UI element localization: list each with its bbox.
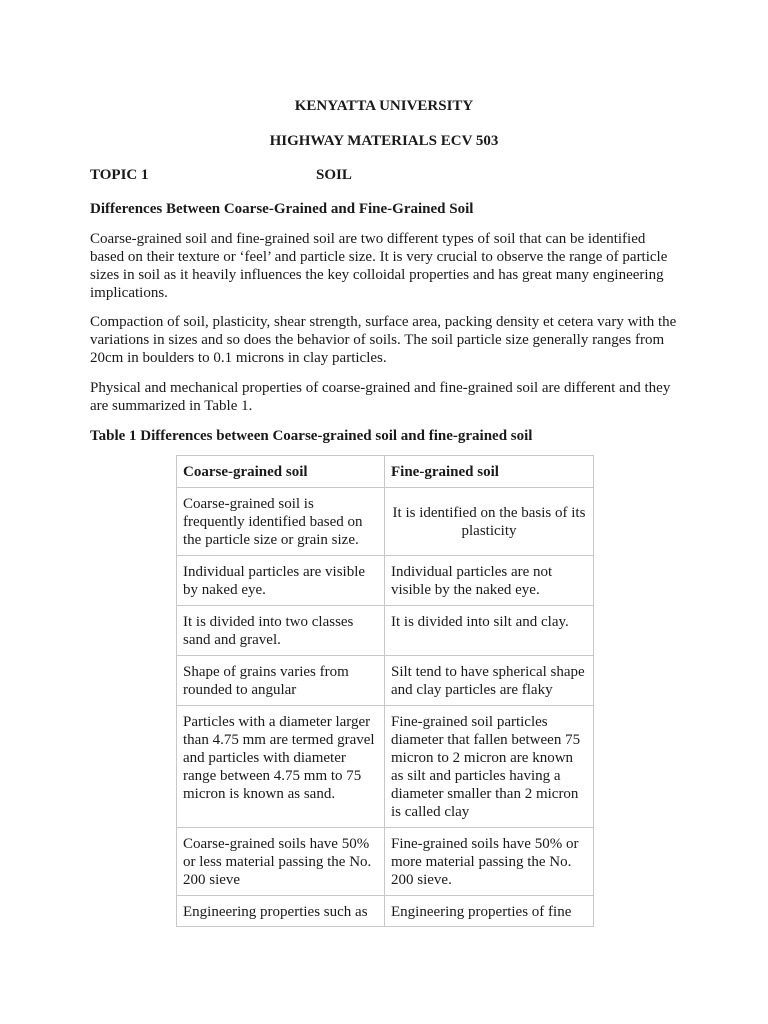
topic-number: TOPIC 1: [90, 167, 149, 183]
table-cell: Silt tend to have spherical shape and clay particles are flaky: [385, 656, 594, 706]
paragraph-2: Compaction of soil, plasticity, shear strength, surface area, packing density et cetera vary with the variations in sizes and so does the behavior of soils. The soil particle size generally ranges from 20cm in boulders to 0.1 microns in clay particles.: [90, 314, 677, 366]
table-cell: Fine-grained soil particles diameter that fallen between 75 micron to 2 micron are known as silt and particles having a diameter smaller than 2 micron is called clay: [385, 706, 594, 828]
table-caption: Table 1 Differences between Coarse-grained soil and fine-grained soil: [90, 428, 533, 444]
table-cell: Engineering properties such as: [177, 896, 385, 927]
table-row: [177, 896, 594, 927]
differences-table: [176, 455, 594, 927]
topic-name: SOIL: [316, 167, 352, 183]
table-header-row: [177, 456, 594, 488]
table-cell: Particles with a diameter larger than 4.75 mm are termed gravel and particles with diameter range between 4.75 mm to 75 micron is known as sand.: [177, 706, 385, 828]
table-row: [177, 606, 594, 656]
table-row: [177, 656, 594, 706]
table-cell: Engineering properties of fine: [385, 896, 594, 927]
table-cell: It is divided into silt and clay.: [385, 606, 594, 656]
table-cell: Coarse-grained soils have 50% or less material passing the No. 200 sieve: [177, 828, 385, 896]
paragraph-1: Coarse-grained soil and fine-grained soil are two different types of soil that can be identified based on their texture or ‘feel’ and particle size. It is very crucial to observe the range of particle sizes in soil as it heavily influences the key colloidal properties and has great many engineering implications.: [90, 231, 668, 301]
section-heading: Differences Between Coarse-Grained and Fine-Grained Soil: [90, 201, 474, 217]
university-title: KENYATTA UNIVERSITY: [294, 98, 474, 114]
table-cell: Individual particles are not visible by the naked eye.: [385, 556, 594, 606]
table-cell: It is divided into two classes sand and gravel.: [177, 606, 385, 656]
paragraph-3: Physical and mechanical properties of coarse-grained and fine-grained soil are different and they are summarized in Table 1.: [90, 380, 671, 414]
course-title: HIGHWAY MATERIALS ECV 503: [269, 133, 499, 149]
table-cell: It is identified on the basis of its plasticity: [385, 488, 594, 556]
table-cell: Fine-grained soils have 50% or more material passing the No. 200 sieve.: [385, 828, 594, 896]
column-header-fine: Fine-grained soil: [385, 456, 594, 488]
table-cell: Individual particles are visible by naked eye.: [177, 556, 385, 606]
table-cell: Coarse-grained soil is frequently identified based on the particle size or grain size.: [177, 488, 385, 556]
table-row: [177, 828, 594, 896]
table-cell: Shape of grains varies from rounded to angular: [177, 656, 385, 706]
table-row: [177, 556, 594, 606]
table-row: [177, 706, 594, 828]
column-header-coarse: Coarse-grained soil: [177, 456, 385, 488]
table-row: [177, 488, 594, 556]
